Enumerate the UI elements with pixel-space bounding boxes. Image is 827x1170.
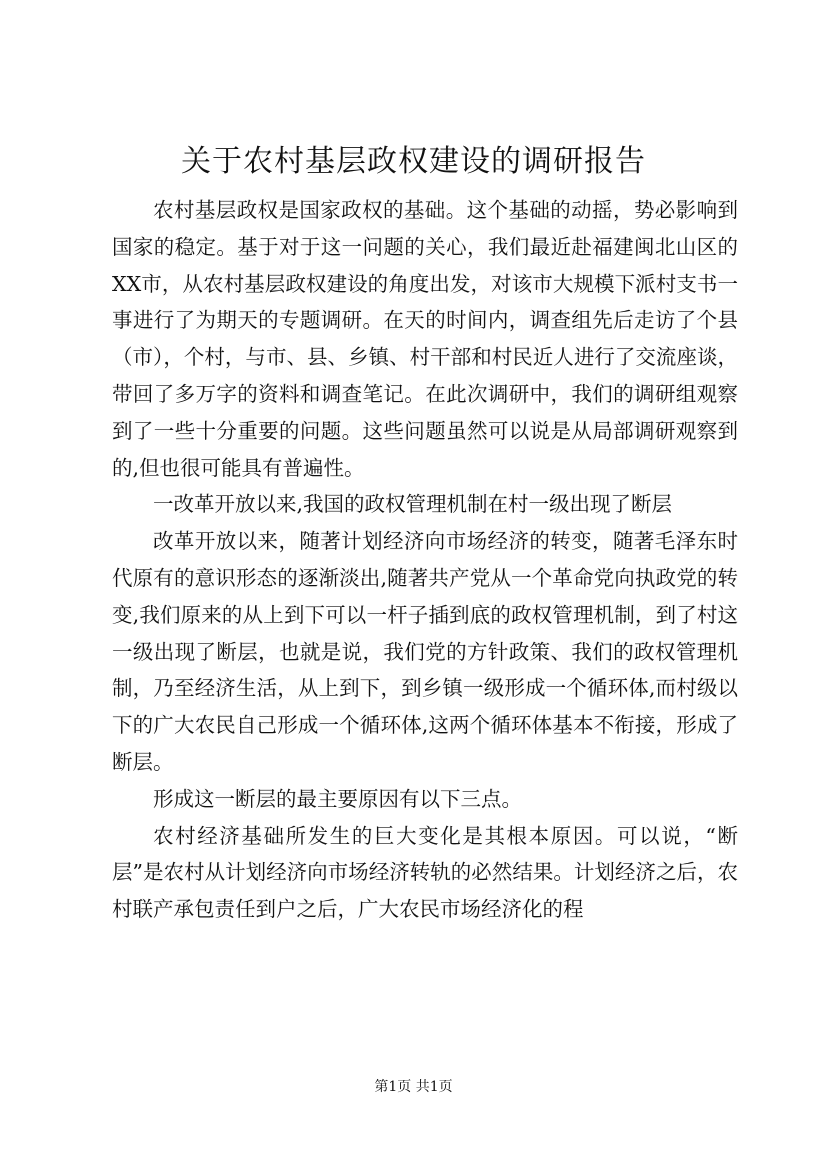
document-title: 关于农村基层政权建设的调研报告 xyxy=(181,144,646,179)
paragraph-intro: 农村基层政权是国家政权的基础。这个基础的动摇，势必影响到国家的稳定。基于对于这一问题的关心，我们最近赴福建闽北山区的XX市，从农村基层政权建设的角度出发，对该市大规模下派村支书一事进行了为期天的专题调研。在天的时间内，调查组先后走访了个县（市），个村，与市、县、乡镇、村干部和村民近人进行了交流座谈，带回了多万字的资料和调查笔记。在此次调研中，我们的调研组观察到了一些十分重要的问题。这些问题虽然可以说是从局部调研观察到的,但也很可能具有普遍性。 xyxy=(112,198,738,480)
document-body xyxy=(112,192,738,928)
section-heading-1: 一改革开放以来,我国的政权管理机制在村一级出现了断层 xyxy=(153,492,673,517)
page-footer: 第1页 共1页 xyxy=(374,1079,453,1095)
paragraph-causes-intro: 形成这一断层的最主要原因有以下三点。 xyxy=(153,786,522,811)
paragraph-economic-cause: 农村经济基础所发生的巨大变化是其根本原因。可以说，“断层”是农村从计划经济向市场经济转轨的必然结果。计划经济之后，农村联产承包责任到户之后，广大农民市场经济化的程 xyxy=(112,823,738,922)
paragraph-fault-description: 改革开放以来，随著计划经济向市场经济的转变，随著毛泽东时代原有的意识形态的逐渐淡出,随著共产党从一个革命党向执政党的转变,我们原来的从上到下可以一杆子插到底的政权管理机制，到了村这一级出现了断层，也就是说，我们党的方针政策、我们的政权管理机制，乃至经济生活，从上到下，到乡镇一级形成一个循环体,而村级以下的广大农民自己形成一个循环体,这两个循环体基本不衔接，形成了断层。 xyxy=(112,529,738,774)
